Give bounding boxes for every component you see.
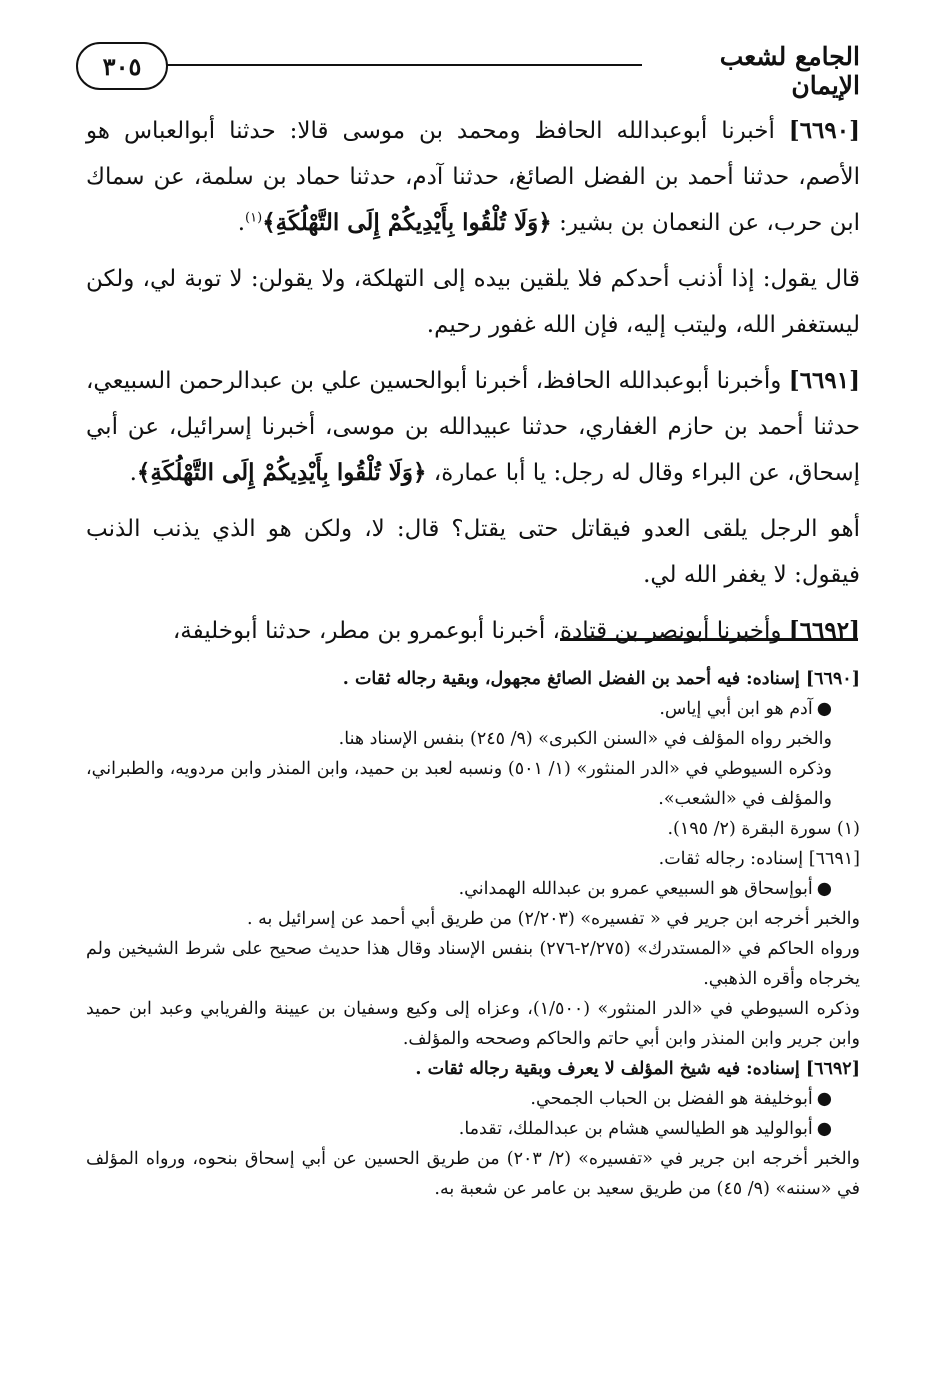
hadith-number: [٦٦٩٠]: [788, 117, 860, 144]
note-line: والخبر أخرجه ابن جرير في « تفسيره» (٢/٢٠٣) من طريق أبي أحمد عن إسرائيل به .: [247, 909, 860, 929]
commentary-6690: قال يقول: إذا أذنب أحدكم فلا يلقين بيده إلى التهلكة، ولا يقولن: لا توبة لي، ولكن ليستغفر الله، وليتب إليه، فإن الله غفور رحيم.: [86, 266, 860, 338]
hadith-number: [٦٦٩٢]: [788, 617, 860, 644]
footnotes: [86, 664, 860, 1204]
note-footnote-1: (١) سورة البقرة (٢/ ١٩٥).: [667, 819, 860, 839]
quran-verse: ﴿وَلَا تُلْقُوا بِأَيْدِيكُمْ إِلَى التَّهْلُكَةِ﴾: [136, 459, 427, 486]
note-line: وذكره السيوطي في «الدر المنثور» (١/ ٥٠١) ونسبه لعبد بن حميد، وابن المنذر وابن مردويه، والطبراني، والمؤلف في «الشعب».: [86, 759, 832, 809]
main-text: [86, 108, 860, 664]
bullet-icon: ●: [816, 699, 832, 719]
note-isnad-6690: [٦٦٩٠] إسناده: فيه أحمد بن الفضل الصائغ مجهول، وبقية رجاله ثقات .: [342, 669, 860, 689]
note-isnad-6692: [٦٦٩٢] إسناده: فيه شيخ المؤلف لا يعرف وبقية رجاله ثقات .: [415, 1059, 860, 1079]
footnote-ref: (١): [245, 210, 263, 226]
end-mark: .: [237, 210, 246, 236]
hadith-6692: [86, 608, 860, 654]
hadith-text: أخبرنا أبوعبدالله الحافظ ومحمد بن موسى قالا: حدثنا أبوالعباس هو الأصم، حدثنا أحمد بن الفضل الصائغ، حدثنا آدم، حدثنا حماد بن سلمة، عن سماك ابن حرب، عن النعمان بن بشير:: [86, 118, 860, 236]
note-bullet: ●أبوخليفة هو الفضل بن الحباب الجمحي.: [530, 1089, 832, 1109]
bullet-icon: ●: [816, 1089, 832, 1109]
note-line: والخبر أخرجه ابن جرير في «تفسيره» (٢/ ٢٠٣) من طريق الحسين عن أبي إسحاق بنحوه، ورواه المؤلف في «سننه» (٩/ ٤٥) من طريق سعيد بن عامر عن شعبة به.: [86, 1149, 860, 1199]
footnote-separator: [560, 638, 858, 641]
hadith-text: وأخبرنا أبونصر بن قتادة، أخبرنا أبوعمرو بن مطر، حدثنا أبوخليفة،: [172, 618, 789, 644]
page-number: ٣٠٥: [76, 42, 168, 90]
note-bullet: ●أبوالوليد هو الطيالسي هشام بن عبدالملك، تقدما.: [458, 1119, 832, 1139]
note-bullet: ●أبوإسحاق هو السبيعي عمرو بن عبدالله الهمداني.: [458, 879, 832, 899]
note-line: ورواه الحاكم في «المستدرك» (٢/٢٧٥-٢٧٦) بنفس الإسناد وقال هذا حديث صحيح على شرط الشيخين ولم يخرجاه وأقره الذهبي.: [86, 939, 860, 989]
note-line: والخبر رواه المؤلف في «السنن الكبرى» (٩/ ٢٤٥) بنفس الإسناد هنا.: [338, 729, 832, 749]
commentary-6691: أهو الرجل يلقى العدو فيقاتل حتى يقتل؟ قال: لا، ولكن هو الذي يذنب الذنب فيقول: لا يغفر الله لي.: [86, 516, 860, 588]
end-mark: .: [129, 460, 137, 486]
page-header: [76, 40, 860, 100]
hadith-6691: [86, 358, 860, 496]
hadith-text: وأخبرنا أبوعبدالله الحافظ، أخبرنا أبوالحسين علي بن عبدالرحمن السبيعي، حدثنا أحمد بن حازم الغفاري، حدثنا عبيدالله بن موسى، أخبرنا إسرائيل، عن أبي إسحاق، عن البراء وقال له رجل: يا أبا عمارة،: [86, 368, 860, 486]
hadith-6690: [86, 108, 860, 246]
note-bullet: ●آدم هو ابن أبي إياس.: [659, 699, 832, 719]
book-title: الجامع لشعب الإيمان: [719, 42, 860, 100]
bullet-icon: ●: [816, 1119, 832, 1139]
note-line: وذكره السيوطي في «الدر المنثور» (١/٥٠٠)، وعزاه إلى وكيع وسفيان بن عيينة والفريابي وعبد ابن حميد وابن جرير وابن المنذر وابن أبي حاتم والحاكم وصححه والمؤلف.: [86, 999, 860, 1049]
quran-verse: ﴿وَلَا تُلْقُوا بِأَيْدِيكُمْ إِلَى التَّهْلُكَةِ﴾: [262, 209, 552, 236]
header-rule: [166, 64, 642, 66]
bullet-icon: ●: [816, 879, 832, 899]
note-isnad-6691: [٦٦٩١] إسناده: رجاله ثقات.: [658, 849, 860, 869]
hadith-number: [٦٦٩١]: [788, 367, 860, 394]
